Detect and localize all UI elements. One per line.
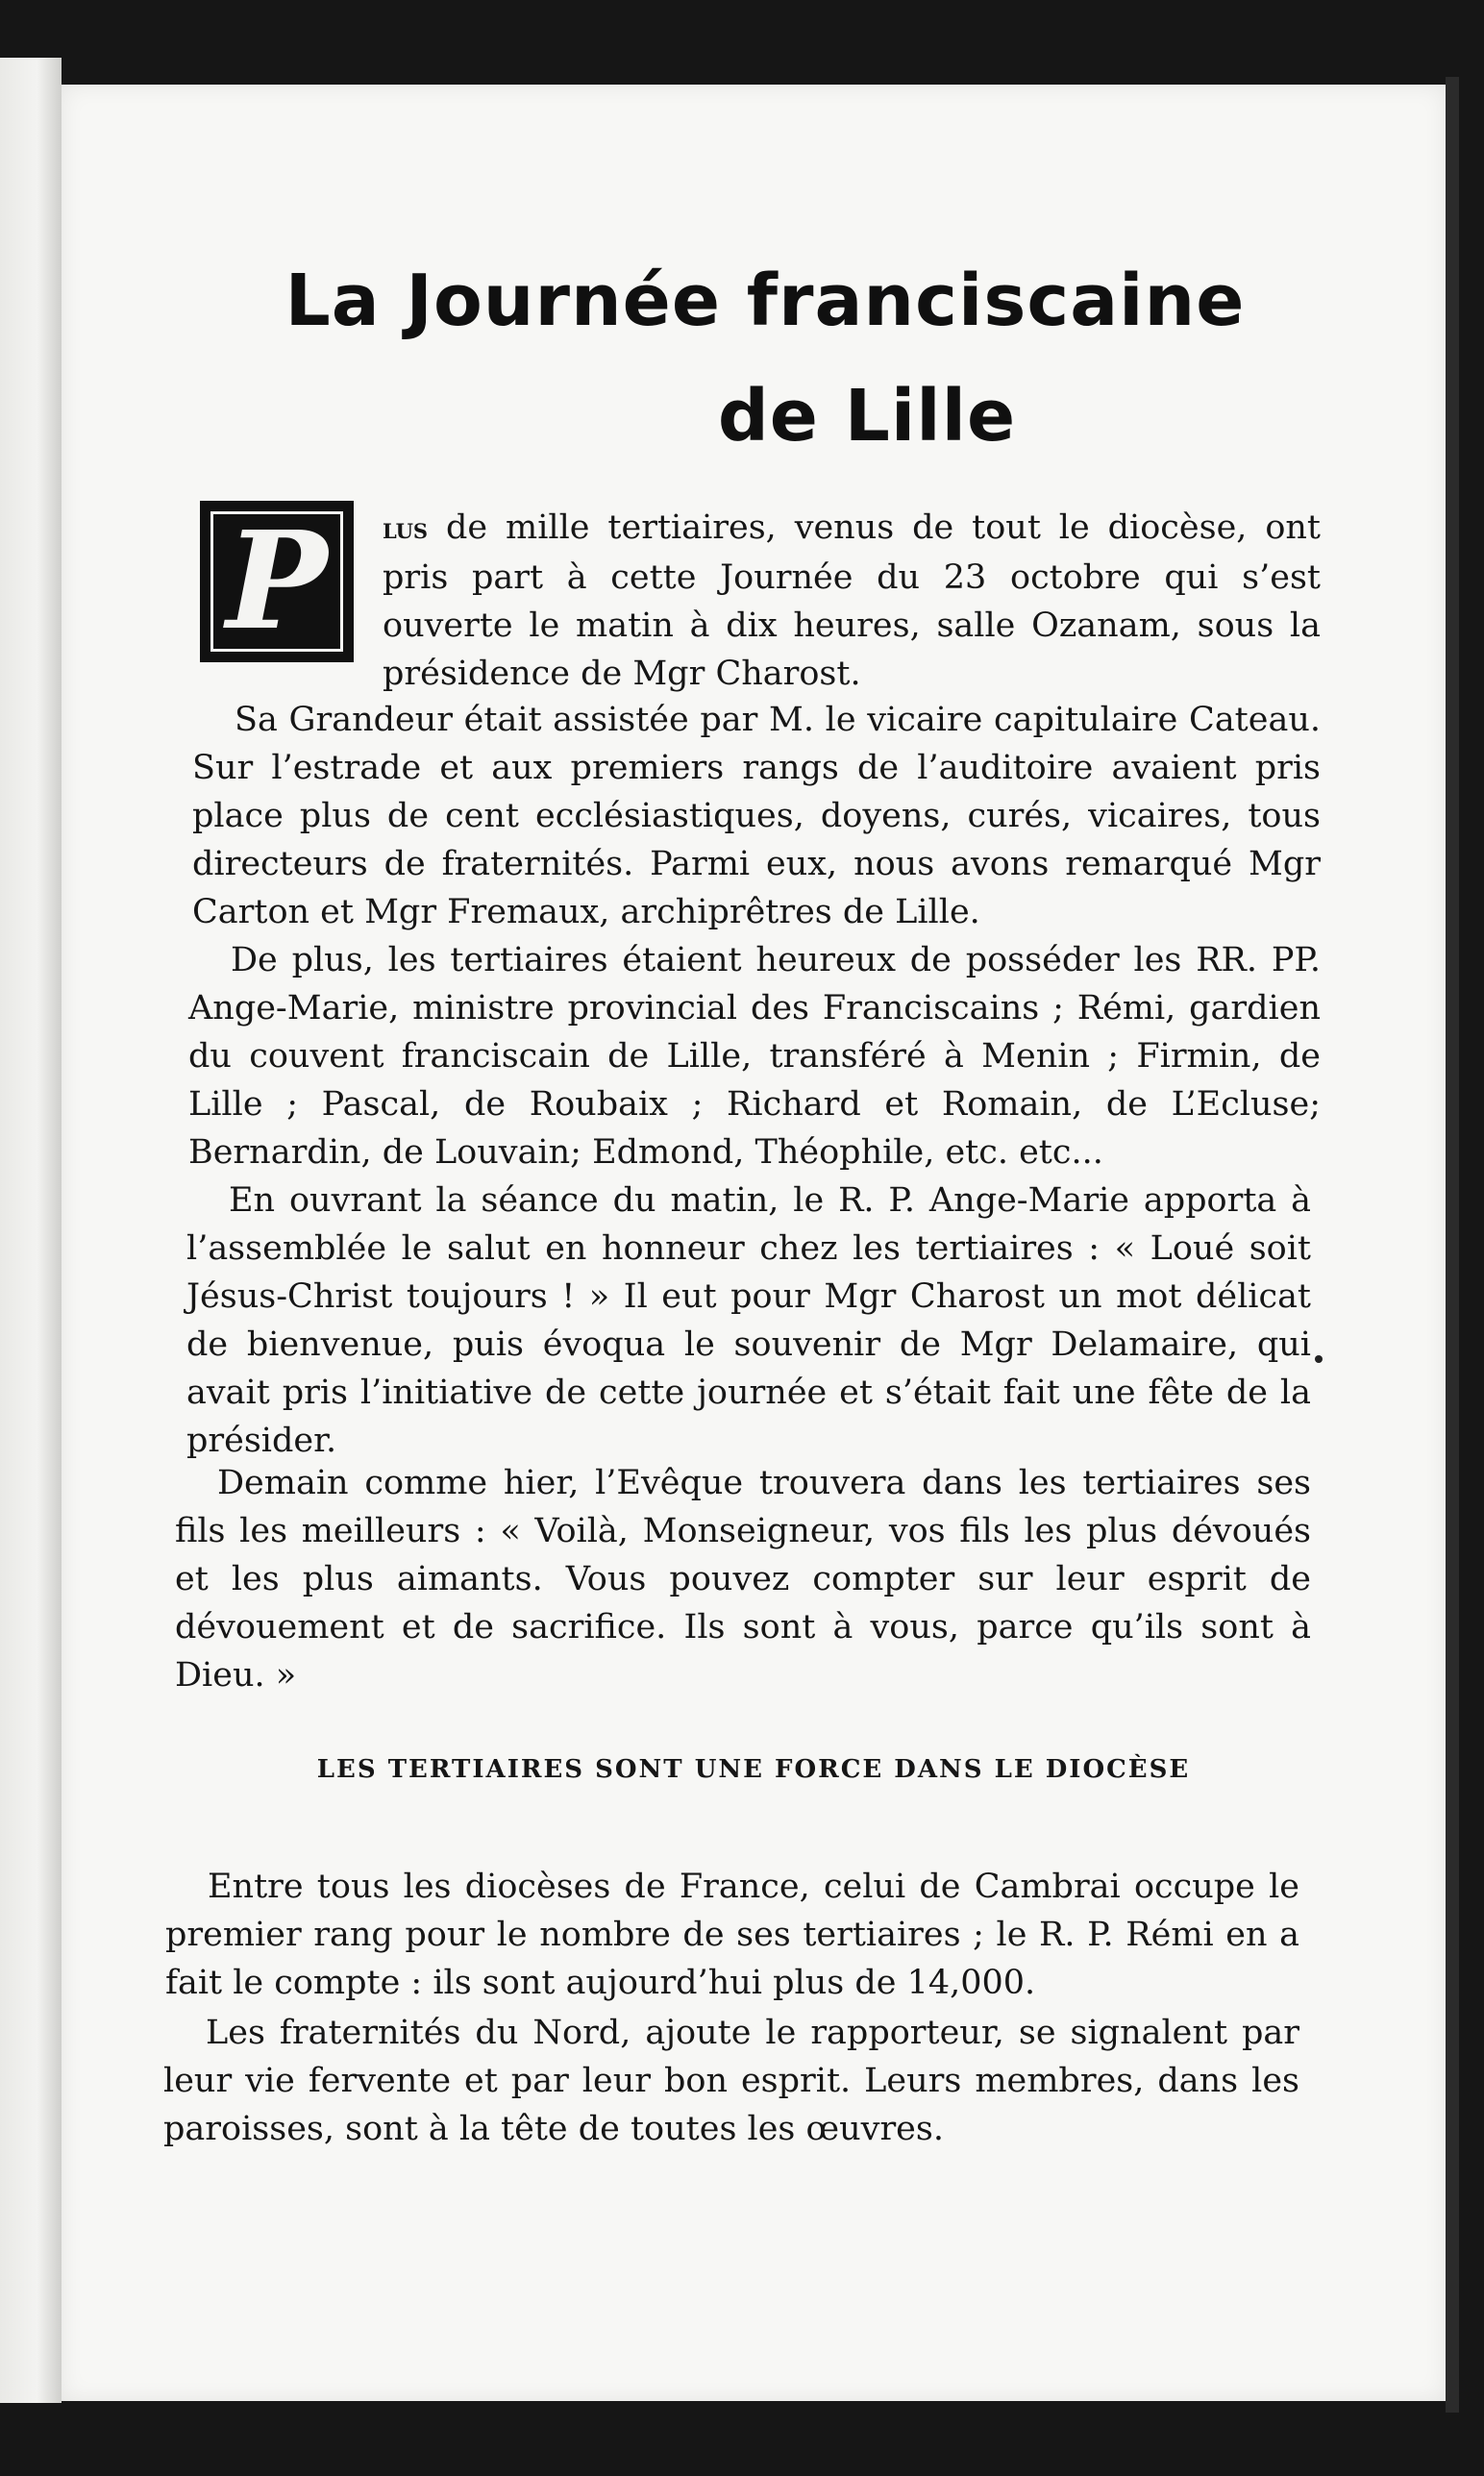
title-line-1: La Journée franciscaine (284, 260, 1246, 342)
title-line-2: de Lille (717, 375, 1017, 458)
paragraph-2: Sa Grandeur était assistée par M. le vicaire capitulaire Cateau. Sur l’estrade et aux premiers rangs de l’auditoire avaient pris place plus de cent ecclésiastiques, doyens, curés, vicaires, tous directeurs de fraternités. Parmi eux, nous avons remarqué Mgr Carton et Mgr Fremaux, archiprêtres de Lille. (192, 701, 1321, 931)
paragraph-1-smallcaps: lus (383, 512, 429, 546)
left-page-edge (0, 58, 62, 2403)
section-heading: LES TERTIAIRES SONT UNE FORCE DANS LE DIOCÈSE (316, 1755, 1191, 1784)
paragraph-1 (383, 504, 1321, 698)
margin-speck (1315, 1355, 1323, 1363)
dropcap-letter: P (210, 511, 343, 652)
paragraph-1-text: de mille tertiaires, venus de tout le diocèse, ont pris part à cette Journée du 23 octobre qui s’est ouverte le matin à dix heures, salle Ozanam, sous la présidence de Mgr Charost. (383, 508, 1321, 693)
paragraph-5: Demain comme hier, l’Evêque trouvera dans les tertiaires ses fils les meilleurs : « Voilà, Monseigneur, vos fils les plus dévoués et les plus aimants. Vous pouvez compter sur leur esprit de dévouement et de sacrifice. Ils sont à vous, parce qu’ils sont à Dieu. » (175, 1464, 1311, 1695)
paragraph-7: Les fraternités du Nord, ajoute le rapporteur, se signalent par leur vie fervente et par leur bon esprit. Leurs membres, dans les paroisses, sont à la tête de toutes les œuvres. (163, 2014, 1299, 2148)
ornamental-dropcap (200, 501, 354, 662)
paragraph-4: En ouvrant la séance du matin, le R. P. Ange-Marie apporta à l’assemblée le salut en honneur chez les tertiaires : « Loué soit Jésus-Christ toujours ! » Il eut pour Mgr Charost un mot délicat de bienvenue, puis évoqua le souvenir de Mgr Delamaire, qui avait pris l’initiative de cette journée et s’était fait une fête de la présider. (186, 1181, 1311, 1460)
paragraph-3: De plus, les tertiaires étaient heureux de posséder les RR. PP. Ange-Marie, ministre provincial des Franciscains ; Rémi, gardien du couvent franciscain de Lille, transféré à Menin ; Firmin, de Lille ; Pascal, de Roubaix ; Richard et Romain, de L’Ecluse; Bernardin, de Louvain; Edmond, Théophile, etc. etc... (188, 941, 1321, 1172)
paragraph-6: Entre tous les diocèses de France, celui de Cambrai occupe le premier rang pour le nombre de ses tertiaires ; le R. P. Rémi en a fait le compte : ils sont aujourd’hui plus de 14,000. (165, 1868, 1299, 2002)
document-page (62, 85, 1446, 2401)
